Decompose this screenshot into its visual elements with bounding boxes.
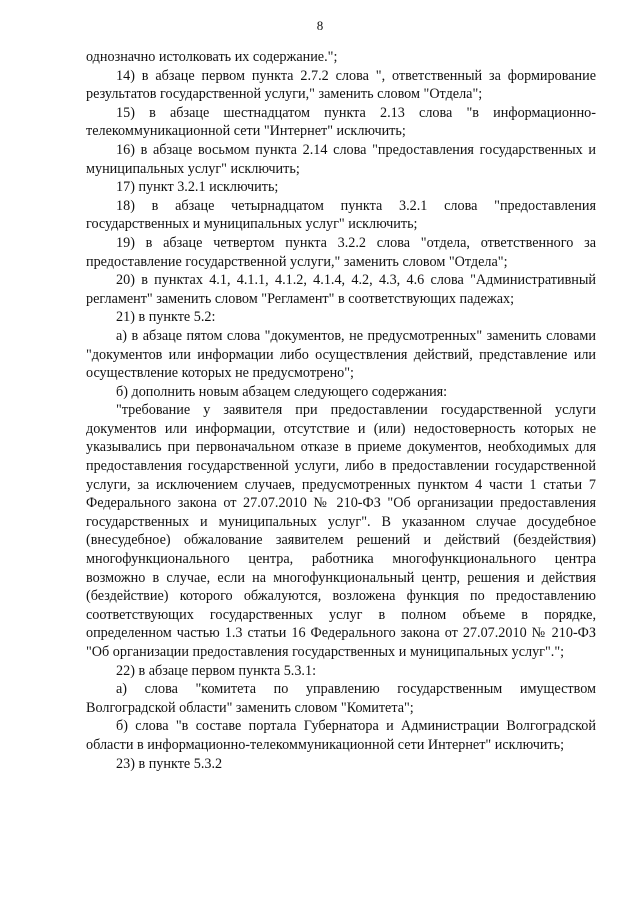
paragraph: 14) в абзаце первом пункта 2.7.2 слова ", ответственный за формирование результатов государственной услуги," заменить словом "Отдела"; (86, 67, 596, 103)
paragraph: б) слова "в составе портала Губернатора и Администрации Волгоградской области в информационно-телекоммуникационной сети Интернет" исключить; (86, 718, 596, 753)
paragraph: б) дополнить новым абзацем следующего содержания: (116, 383, 448, 400)
paragraph: 22) в абзаце первом пункта 5.3.1: (116, 662, 317, 679)
paragraph: 17) пункт 3.2.1 исключить; (116, 179, 279, 196)
paragraph: 20) в пунктах 4.1, 4.1.1, 4.1.2, 4.1.4, 4.2, 4.3, 4.6 слова "Административный регламент" заменить словом "Регламент" в соответствующих падежах; (86, 272, 596, 307)
paragraph: 15) в абзаце шестнадцатом пункта 2.13 слова "в информационно-телекоммуникационной сети "Интернет" исключить; (86, 104, 596, 140)
paragraph: а) в абзаце пятом слова "документов, не предусмотренных" заменить словами "документов или информации либо осуществления действий, представление или осуществление которых не предусмотрено"; (86, 327, 596, 382)
document-body (86, 48, 596, 773)
paragraph: 23) в пункте 5.3.2 (116, 755, 223, 772)
paragraph: "требование у заявителя при предоставлении государственной услуги документов или информации, отсутствие и (или) недостоверность которых не указывались при первоначальном отказе в приеме документов, необходимых для предоставления государственной услуги, либо в предоставлении государственной услуги, за исключением случаев, предусмотренных пунктом 4 части 1 статьи 7 Федерального закона от 27.07.2010 № 210-ФЗ "Об организации предоставления государственных и муниципальных услуг". В указанном случае досудебное (внесудебное) обжалование заявителем решений и действий (бездействия) многофункционального центра, работника многофункционального центра возможно в случае, если на многофункциональный центр, решения и действия (бездействие) которого обжалуются, возложена функция по предоставлению соответствующих государственных услуг в полном объеме в порядке, определенном частью 1.3 статьи 16 Федерального закона от 27.07.2010 № 210-ФЗ "Об организации предоставления государственных и муниципальных услуг"."; (86, 402, 596, 660)
paragraph: 19) в абзаце четвертом пункта 3.2.2 слова "отдела, ответственного за предоставление государственной услуги," заменить словом "Отдела"; (86, 234, 596, 270)
paragraph: 21) в пункте 5.2: (116, 309, 216, 326)
paragraph: 16) в абзаце восьмом пункта 2.14 слова "предоставления государственных и муниципальных услуг" исключить; (86, 141, 596, 177)
paragraph: 18) в абзаце четырнадцатом пункта 3.2.1 слова "предоставления государственных и муниципальных услуг" исключить; (86, 197, 596, 233)
paragraph: а) слова "комитета по управлению государственным имуществом Волгоградской области" заменить словом "Комитета"; (86, 681, 596, 716)
paragraph: однозначно истолковать их содержание."; (86, 49, 338, 65)
page-number: 8 (316, 18, 324, 33)
